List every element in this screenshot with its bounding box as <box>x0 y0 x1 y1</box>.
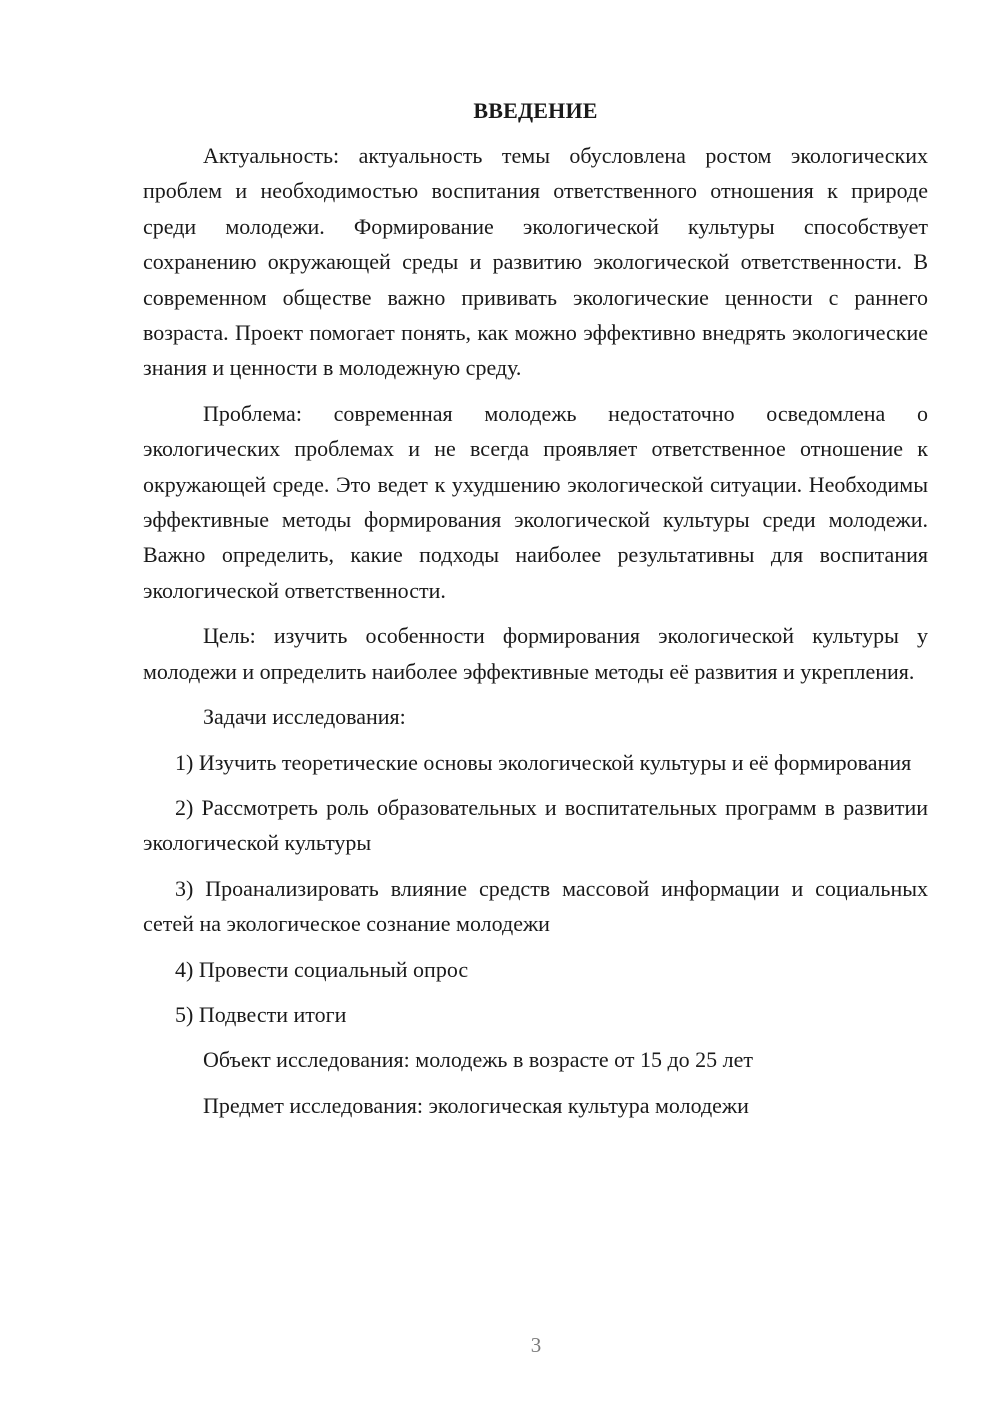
task-item-4: 4) Провести социальный опрос <box>175 956 469 982</box>
research-object: Объект исследования: молодежь в возрасте от 15 до 25 лет <box>203 1047 754 1073</box>
page-number: 3 <box>530 1333 542 1357</box>
tasks-heading: Задачи исследования: <box>203 704 406 730</box>
task-item-3: 3) Проанализировать влияние средств массовой информации и социальных сетей на экологическое сознание молодежи <box>143 875 928 937</box>
task-item-1: 1) Изучить теоретические основы экологической культуры и её формирования <box>175 749 912 775</box>
section-title: ВВЕДЕНИЕ <box>473 98 598 123</box>
task-item-2: 2) Рассмотреть роль образовательных и воспитательных программ в развитии экологической культуры <box>143 794 928 856</box>
problem-paragraph: Проблема: современная молодежь недостаточно осведомлена о экологических проблемах и не всегда проявляет ответственное отношение к окружающей среде. Это ведет к ухудшению экологической ситуации. Необходимы эффективные методы формирования экологической культуры среди молодежи. Важно определить, какие подходы наиболее результативны для воспитания экологической ответственности. <box>143 400 928 603</box>
task-item-5: 5) Подвести итоги <box>175 1001 347 1027</box>
goal-paragraph: Цель: изучить особенности формирования экологической культуры у молодежи и определить наиболее эффективные методы её развития и укрепления. <box>143 623 928 684</box>
relevance-paragraph: Актуальность: актуальность темы обусловлена ростом экологических проблем и необходимостью воспитания ответственного отношения к природе среди молодежи. Формирование экологической культуры способствует сохранению окружающей среды и развитию экологической ответственности. В современном обществе важно прививать экологические ценности с раннего возраста. Проект помогает понять, как можно эффективно внедрять экологические знания и ценности в молодежную среду. <box>143 143 928 381</box>
research-subject: Предмет исследования: экологическая культура молодежи <box>203 1092 749 1118</box>
page-content <box>143 96 928 1133</box>
